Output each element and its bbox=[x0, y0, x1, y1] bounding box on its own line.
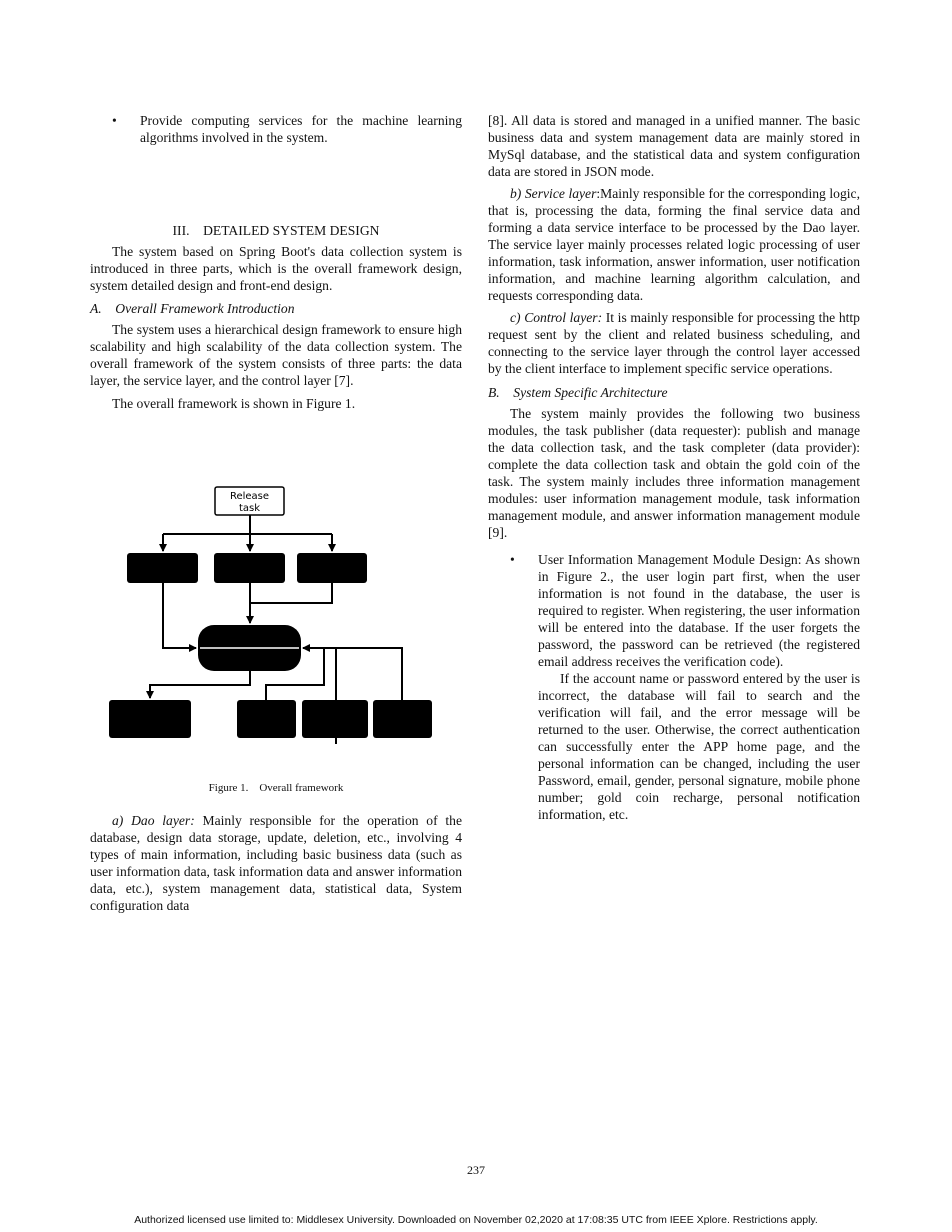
release-label: Release bbox=[229, 491, 270, 502]
module-box bbox=[237, 700, 296, 738]
bullet-text: Provide computing services for the machine learning algorithms involved in the system. bbox=[140, 113, 462, 145]
bullet-paragraph: If the account name or password entered by the user is incorrect, the database will fail to search and the verification will fail, and the error message will be returned to the user. Otherwise, the correct authentication can successfully enter the APP home page, and the personal information can be changed, including the user Password, email, gender, personal signature, mobile phone number; gold coin recharge, personal notification information, etc. bbox=[538, 671, 860, 822]
intro-paragraph: The system based on Spring Boot's data collection system is introduced in three parts, which is the overall framework design, system detailed design and front-end design. bbox=[90, 244, 462, 293]
module-box bbox=[302, 700, 368, 738]
task-label: task bbox=[238, 503, 261, 514]
paragraph: The system mainly provides the following two business modules, the task publisher (data requester): publish and manage the data collection task, and the task completer (data provider): complete the data collection task and obtain the gold coin of the task. The system mainly includes three information management modules: user information management module, task information management module, and answer information management module [9]. bbox=[488, 406, 860, 540]
paragraph: The overall framework is shown in Figure 1. bbox=[112, 396, 356, 411]
dao-heading: a) Dao layer: bbox=[112, 813, 195, 828]
bullet-text: User Information Management Module Design: As shown in Figure 2., the user login part first, when the user information is not found in the database, the user is required to register. When registering, the user information will be entered into the database. If the user forgets the password, the password can be retrieved (the registered email address receives the verification code). bbox=[538, 552, 860, 669]
bullet-icon: • bbox=[112, 113, 117, 128]
paragraph: The system uses a hierarchical design framework to ensure high scalability and high scalability of the data collection system. The overall framework of the system consists of three parts: the data layer, the service layer, and the control layer [7]. bbox=[90, 322, 462, 388]
figure-caption: Figure 1. Overall framework bbox=[208, 782, 344, 794]
module-box bbox=[127, 553, 198, 583]
right-column bbox=[488, 112, 860, 823]
module-box bbox=[373, 700, 432, 738]
page-number: 237 bbox=[467, 1163, 485, 1177]
license-footer: Authorized licensed use limited to: Middlesex University. Downloaded on November 02,2020 at 17:08:35 UTC from IEEE Xplore. Restrictions apply. bbox=[134, 1214, 818, 1226]
service-heading: b) Service layer bbox=[510, 186, 597, 201]
module-box bbox=[297, 553, 367, 583]
subsection-b-heading: B. System Specific Architecture bbox=[488, 385, 668, 400]
bullet-item bbox=[488, 551, 860, 823]
control-heading: c) Control layer: bbox=[510, 310, 603, 325]
bullet-icon: • bbox=[510, 552, 515, 567]
section-heading: III. DETAILED SYSTEM DESIGN bbox=[172, 223, 380, 238]
subsection-a-heading: A. Overall Framework Introduction bbox=[90, 301, 295, 316]
module-box bbox=[214, 553, 285, 583]
dao-text: Mainly responsible for the operation of the database, design data storage, update, deletion, etc., involving 4 types of main information, including basic business data (such as user information data, task information data and answer information data, etc.), system management data, statistical data, System configuration data bbox=[90, 813, 462, 913]
dao-layer-paragraph bbox=[90, 812, 462, 914]
control-text: It is mainly responsible for processing the http request sent by the client and related business scheduling, and connecting to the service layer through the control layer accessed by the client interface to implement specific service operations. bbox=[488, 310, 860, 376]
module-box bbox=[109, 700, 191, 738]
service-text: :Mainly responsible for the corresponding logic, that is, processing the data, forming the final service data and forming a data service interface to be processed by the Dao layer. The service layer mainly processes related logic processing of user information, task information, answer information, user notification information, and machine learning algorithm calculation, and requests corresponding data. bbox=[488, 186, 860, 303]
paragraph: [8]. All data is stored and managed in a unified manner. The basic business data and system management data are mainly stored in MySql database, and the statistical data and system configuration data are stored in JSON mode. bbox=[488, 113, 860, 179]
